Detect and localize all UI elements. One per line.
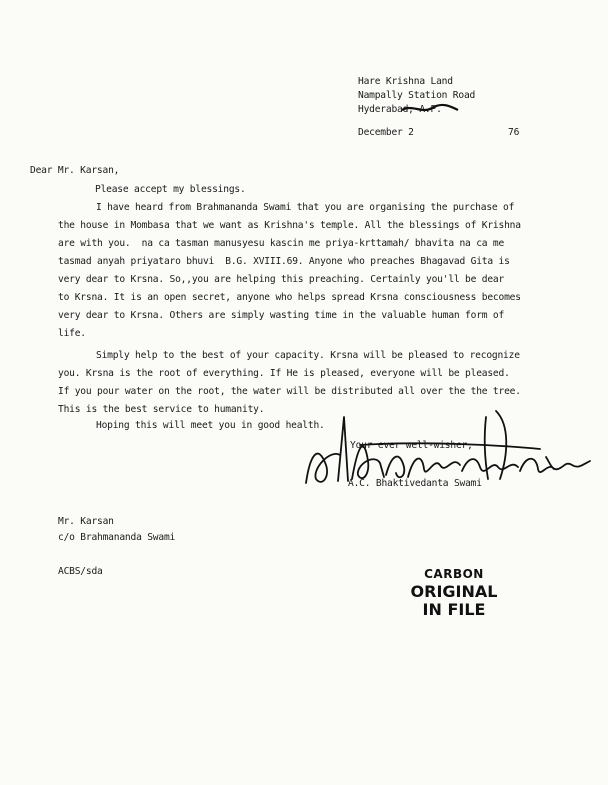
paragraph-1-line: life.: [58, 328, 86, 339]
reference-code: ACBS/sda: [58, 566, 103, 577]
date-month-day: December 2: [358, 127, 414, 138]
paragraph-2-line: Simply help to the best of your capacity. Krsna will be pleased to recognize: [96, 350, 520, 361]
paragraph-2-line: If you pour water on the root, the water will be distributed all over the the tree.: [58, 386, 521, 397]
signature-name: A.C. Bhaktivedanta Swami: [348, 478, 482, 489]
date-year: 76: [508, 127, 520, 138]
paragraph-1-line: very dear to Krsna. So,,you are helping this preaching. Certainly you'll be dear: [58, 274, 505, 285]
recipient-line-1: Mr. Karsan: [58, 516, 114, 527]
paragraph-1-line: to Krsna. It is an open secret, anyone who helps spread Krsna consciousness becomes: [58, 292, 521, 303]
closing-wish: Hoping this will meet you in good health.: [96, 420, 325, 431]
address-line-3: Hyderabad, A.P.: [358, 104, 442, 115]
valediction: Your ever well-wisher,: [350, 440, 473, 451]
stamp-line-1: CARBON: [424, 567, 484, 581]
address-line-1: Hare Krishna Land: [358, 76, 453, 87]
address-line-2: Nampally Station Road: [358, 90, 476, 101]
paragraph-2-line: This is the best service to humanity.: [58, 404, 265, 415]
greeting: Please accept my blessings.: [95, 184, 246, 195]
paragraph-1-line: tasmad anyah priyataro bhuvi B.G. XVIII.69. Anyone who preaches Bhagavad Gita is: [58, 256, 510, 267]
paragraph-1-line: are with you. na ca tasman manusyesu kascin me priya-krttamah/ bhavita na ca me: [58, 238, 505, 249]
paragraph-2-line: you. Krsna is the root of everything. If He is pleased, everyone will be pleased.: [58, 368, 510, 379]
salutation: Dear Mr. Karsan,: [30, 165, 120, 176]
stamp-line-2: ORIGINAL: [410, 582, 498, 601]
stamp-line-3: IN FILE: [422, 600, 486, 619]
address-strikeout: [400, 100, 460, 116]
recipient-line-2: c/o Brahmananda Swami: [58, 532, 176, 543]
paragraph-1-line: I have heard from Brahmananda Swami that you are organising the purchase of: [96, 202, 515, 213]
paragraph-1-line: the house in Mombasa that we want as Krishna's temple. All the blessings of Krishna: [58, 220, 521, 231]
paragraph-1-line: very dear to Krsna. Others are simply wasting time in the valuable human form of: [58, 310, 505, 321]
